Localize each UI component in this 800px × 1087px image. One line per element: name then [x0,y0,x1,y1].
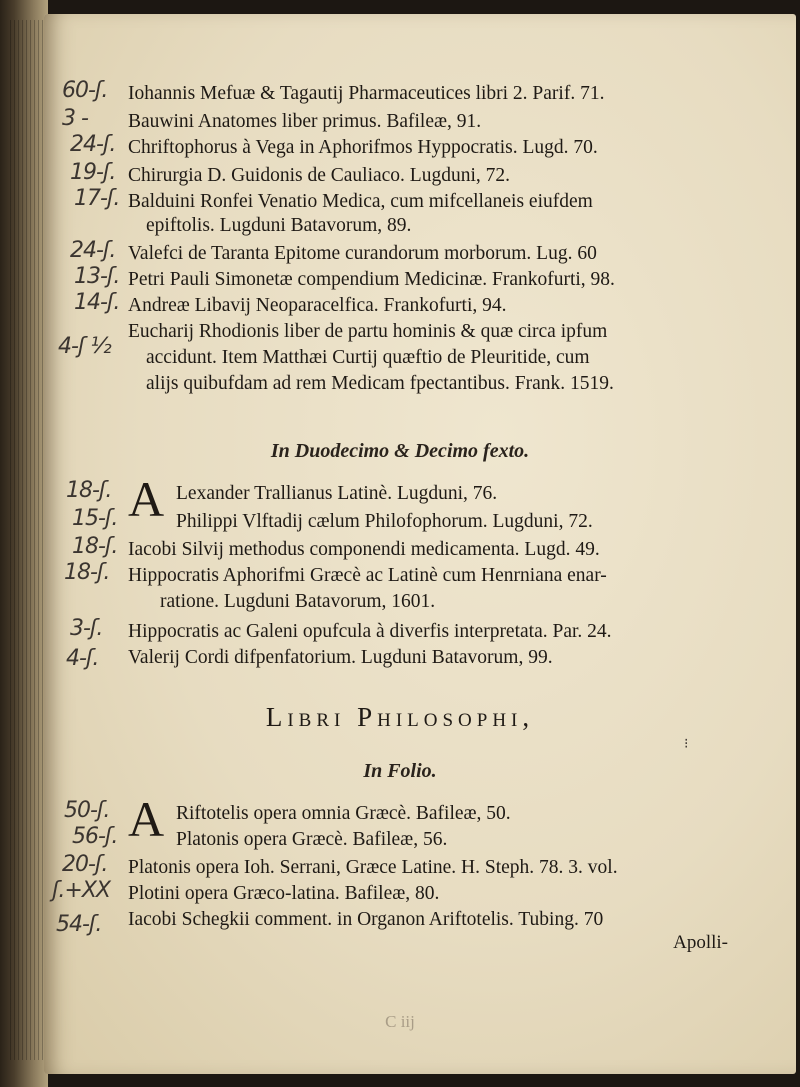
catalog-entry: Riftotelis opera omnia Græcè. Bafileæ, 50. [176,803,511,824]
handwritten-price: 18-ʃ. [72,534,118,559]
handwritten-price: 56-ʃ. [72,824,118,849]
section-heading: In Folio. [363,760,437,782]
catalog-entry: Andreæ Libavij Neoparacelfica. Frankofurti, 94. [128,295,507,316]
catalog-entry: Bauwini Anatomes liber primus. Bafileæ, 91. [128,111,482,132]
handwritten-price: 4-ʃ ½ [58,334,111,359]
handwritten-price: 18-ʃ. [64,560,110,585]
handwritten-price: 24-ʃ. [70,238,116,263]
handwritten-price: 15-ʃ. [72,506,118,531]
catalog-entry: Platonis opera Græcè. Bafileæ, 56. [176,829,448,850]
catalog-entry-continuation: epiftolis. Lugduni Batavorum, 89. [146,215,412,236]
catalog-entry: Eucharij Rhodionis liber de partu hominis & quæ circa ipfum [128,321,608,342]
page-edges [10,20,44,1060]
catalog-entry-continuation: accidunt. Item Matthæi Curtij quæftio de Pleuritide, cum [146,347,590,368]
catalog-entry: Plotini opera Græco-latina. Bafileæ, 80. [128,883,440,904]
handwritten-price: 4-ʃ. [66,646,99,671]
catalog-entry: Lexander Trallianus Latinè. Lugduni, 76. [176,483,498,504]
handwritten-price: 20-ʃ. [62,852,108,877]
handwritten-price: 18-ʃ. [66,478,112,503]
catalog-entry: Iacobi Silvij methodus componendi medicamenta. Lugd. 49. [128,539,600,560]
catchword: Apolli- [673,932,728,953]
margin-mark: ⁝ [684,737,689,752]
handwritten-price: 13-ʃ. [74,264,120,289]
drop-cap: A [128,471,165,527]
handwritten-price: 17-ʃ. [74,186,120,211]
catalog-entry-continuation: ratione. Lugduni Batavorum, 1601. [160,591,436,612]
handwritten-price: 60-ʃ. [62,78,108,103]
catalog-entry: Valerij Cordi difpenfatorium. Lugduni Batavorum, 99. [128,647,553,668]
section-title: Libri Philosophi, [265,702,535,732]
catalog-entry: Chriftophorus à Vega in Aphorifmos Hyppocratis. Lugd. 70. [128,137,598,158]
catalog-entry: Iacobi Schegkii comment. in Organon Ariftotelis. Tubing. 70 [128,909,604,930]
catalog-entry: Hippocratis Aphorifmi Græcè ac Latinè cum Henrniana enar- [128,565,607,586]
handwritten-price: 19-ʃ. [70,160,116,185]
catalog-entry: Balduini Ronfei Venatio Medica, cum mifcellaneis eiufdem [128,191,593,212]
catalog-entry: Valefci de Taranta Epitome curandorum morborum. Lug. 60 [128,243,597,264]
handwritten-price: 3-ʃ. [70,616,103,641]
section-heading: In Duodecimo & Decimo fexto. [270,440,530,462]
handwritten-price: 54-ʃ. [56,912,102,937]
catalog-entry: Chirurgia D. Guidonis de Cauliaco. Lugduni, 72. [128,165,511,186]
handwritten-price: 24-ʃ. [70,132,116,157]
handwritten-price: 3 - [62,106,88,131]
drop-cap: A [128,791,165,847]
handwritten-price: ʃ.+XX [52,878,110,903]
catalog-entry-continuation: alijs quibufdam ad rem Medicam fpectantibus. Frank. 1519. [146,373,614,394]
handwritten-price: 14-ʃ. [74,290,120,315]
handwritten-price: 50-ʃ. [64,798,110,823]
catalog-entry: Iohannis Mefuæ & Tagautij Pharmaceutices libri 2. Parif. 71. [128,83,605,104]
signature-mark: C iij [385,1012,415,1031]
catalog-entry: Platonis opera Ioh. Serrani, Græce Latine. H. Steph. 78. 3. vol. [128,857,618,878]
catalog-entry: Petri Pauli Simonetæ compendium Medicinæ. Frankofurti, 98. [128,269,615,290]
catalog-entry: Hippocratis ac Galeni opufcula à diverfis interpretata. Par. 24. [128,621,612,642]
catalog-entry: Philippi Vlftadij cælum Philofophorum. Lugduni, 72. [176,511,593,532]
